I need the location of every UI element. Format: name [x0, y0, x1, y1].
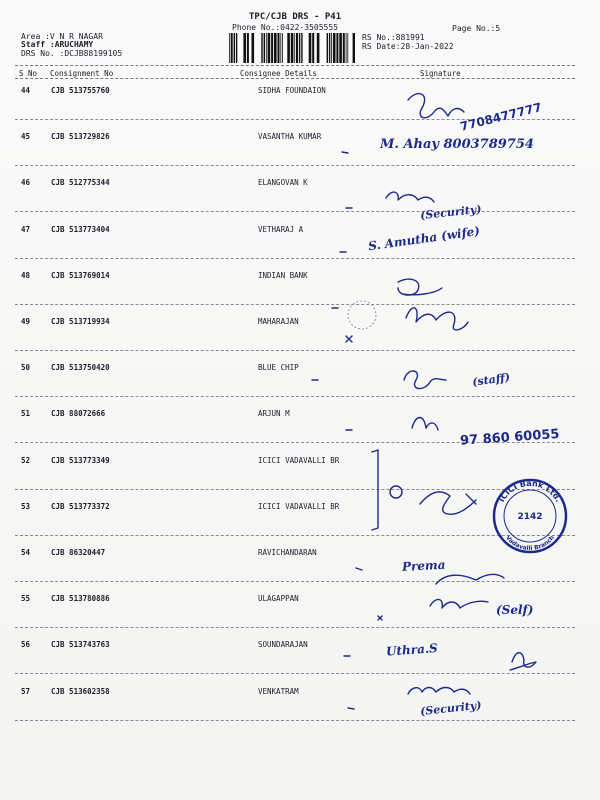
serial-number: 51 [21, 409, 31, 419]
consignment-number: CJB 513755760 [51, 86, 110, 95]
serial-number: 57 [21, 686, 31, 696]
serial-number: 45 [21, 132, 31, 142]
consignment-number: CJB 512775344 [51, 178, 110, 188]
consignee-name: VETHARAJ A [258, 224, 304, 234]
svg-text:ICICI Bank Ltd. [497, 479, 563, 504]
signature-row-54 [436, 574, 504, 584]
handwriting-row-57: (Security) [419, 698, 483, 719]
signature-row-51 [412, 418, 438, 431]
pencil-mark-row-55 [378, 616, 382, 620]
pencil-mark-row-54 [356, 568, 362, 570]
column-header-consignee: Consignee Details [240, 69, 317, 78]
handwriting-row-46: (Security) [419, 202, 483, 223]
signature-row-55 [430, 599, 488, 608]
bracket-rows-52-53 [372, 450, 378, 530]
consignment-number: CJB 513773404 [51, 224, 110, 234]
consignee-name: SOUNDARAJAN [258, 640, 308, 650]
column-header-signature: Signature [420, 69, 461, 78]
serial-number: 53 [21, 501, 31, 511]
tick-circle-row-52 [390, 486, 402, 498]
red-signature-row-53 [420, 492, 476, 514]
page-number: Page No.:5 [452, 24, 501, 33]
consignment-number: CJB 513769014 [51, 270, 110, 280]
stamp-code: 2142 [517, 512, 543, 522]
stamp-text-top: ICICI Bank Ltd. [496, 478, 564, 504]
pencil-mark-row-57 [348, 708, 354, 709]
signature-row-46 [386, 192, 434, 202]
serial-number: 55 [21, 594, 31, 604]
consignee-name: ULAGAPPAN [258, 594, 299, 604]
rs-number: RS No.:881991 [362, 33, 425, 42]
consignment-number: CJB 513743763 [51, 640, 110, 650]
signature-row-56 [510, 653, 536, 670]
consignee-name: VENKATRAM [258, 686, 299, 696]
consignment-number: CJB 513780886 [51, 594, 110, 604]
serial-number: 56 [21, 640, 31, 650]
consignee-name: ICICI VADAVALLI BR [258, 501, 340, 511]
serial-number: 50 [21, 363, 31, 373]
consignee-name: ARJUN M [258, 409, 290, 419]
stamp-text-bottom: Vadavalli Branch [504, 534, 556, 553]
consignee-name: SIDHA FOUNDAION [258, 86, 326, 95]
pencil-mark-row-45 [342, 152, 348, 153]
serial-number: 54 [21, 548, 31, 557]
handwriting-row-47: S. Amutha (wife) [367, 223, 481, 254]
consignee-name: RAVICHANDARAN [258, 548, 317, 557]
handwriting-row-51: 97 860 60055 [459, 426, 560, 449]
signature-row-48 [398, 279, 442, 295]
signature-row-49 [406, 308, 468, 330]
faded-stamp-row-49 [348, 301, 376, 329]
signature-row-44 [408, 94, 464, 118]
serial-number: 46 [21, 178, 31, 188]
serial-number: 44 [21, 86, 31, 95]
phone-number: Phone No.:0422-3505555 [232, 23, 338, 32]
consignment-number: CJB 513729826 [51, 132, 110, 142]
consignee-name: MAHARAJAN [258, 317, 299, 326]
handwriting-row-54: Prema [401, 557, 446, 574]
rs-date: RS Date:28-Jan-2022 [362, 42, 454, 51]
signature-row-50 [404, 371, 446, 389]
consignment-number: CJB 86320447 [51, 548, 106, 557]
area-label: Area :V N R NAGAR [21, 32, 103, 41]
consignee-name: BLUE CHIP [258, 363, 299, 373]
consignee-name: INDIAN BANK [258, 270, 308, 280]
document-title: TPC/CJB DRS - P41 [249, 12, 342, 22]
consignee-name: ELANGOVAN K [258, 178, 308, 188]
consignee-name: ICICI VADAVALLI BR [258, 455, 340, 465]
serial-number: 47 [21, 224, 31, 234]
handwriting-row-56: Uthra.S [385, 641, 439, 659]
serial-number: 49 [21, 317, 31, 326]
consignment-number: CJB 513773372 [51, 501, 110, 511]
consignment-number: CJB 88072666 [51, 409, 106, 419]
column-header-sno: S No [19, 69, 38, 78]
handwriting-row-55: (Self) [496, 603, 534, 617]
consignment-number: CJB 513773349 [51, 455, 110, 465]
handwriting-row-45: M. Ahay 8003789754 [380, 137, 534, 152]
icici-bank-stamp [494, 479, 566, 552]
staff-label: Staff :ARUCHAMY [21, 40, 94, 49]
signature-row-57 [408, 688, 470, 695]
consignment-number: CJB 513750420 [51, 363, 110, 373]
serial-number: 48 [21, 270, 31, 280]
pencil-mark-row-49 [346, 336, 352, 342]
consignment-number: CJB 513719934 [51, 317, 110, 326]
consignment-number: CJB 513602358 [51, 686, 110, 696]
drs-number: DRS No. :DCJB88199105 [21, 49, 123, 58]
column-header-consignment: Consignment No [50, 69, 114, 78]
phone-handwriting-row-44: 7708477777 [458, 100, 544, 134]
svg-text:Vadavalli Branch [504, 534, 556, 552]
serial-number: 52 [21, 455, 31, 465]
consignee-name: VASANTHA KUMAR [258, 132, 322, 142]
handwriting-row-50: (staff) [471, 370, 511, 389]
